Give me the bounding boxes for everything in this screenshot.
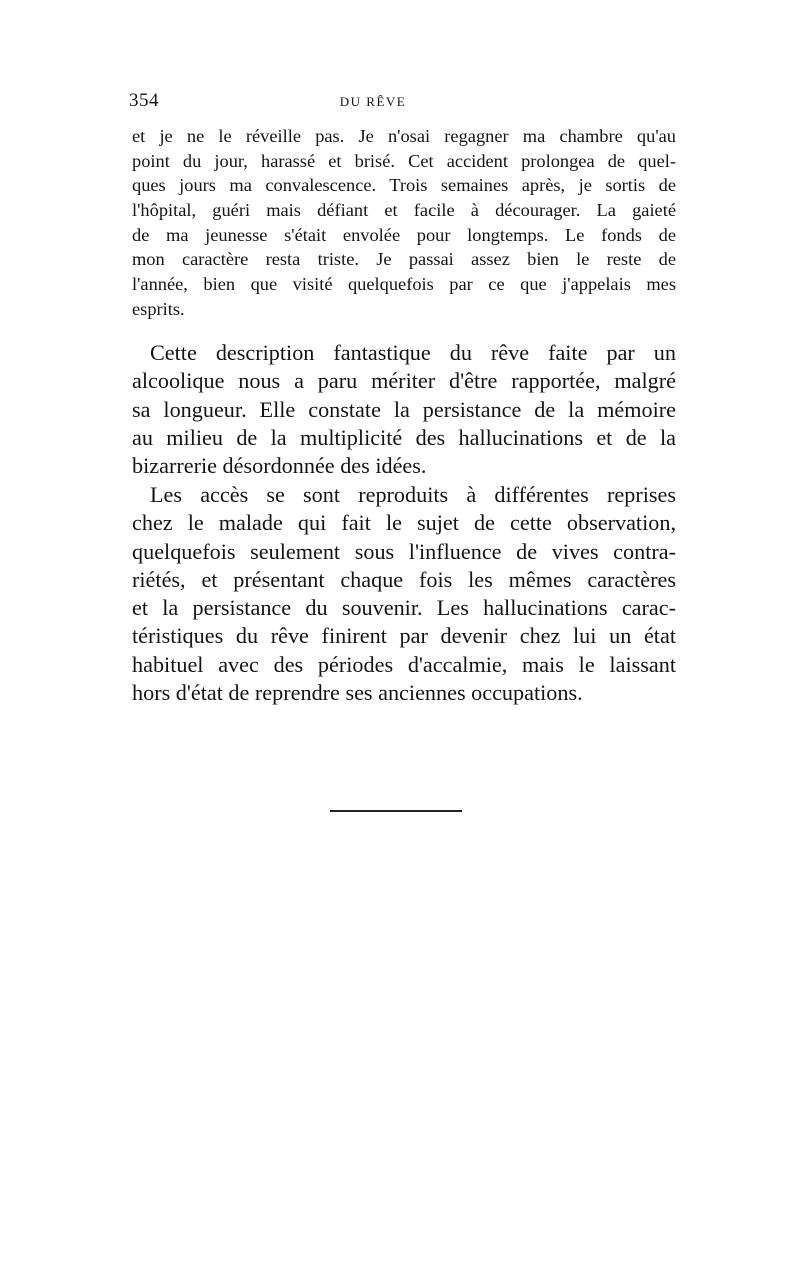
text-line: de ma jeunesse s'était envolée pour longtemps. Le fonds de xyxy=(132,224,676,245)
body-paragraph xyxy=(132,481,676,707)
page-number: 354 xyxy=(129,90,159,111)
text-line: quelquefois seulement sous l'influence de vives contra- xyxy=(132,538,676,564)
section-divider xyxy=(330,810,462,812)
text-line: riétés, et présentant chaque fois les mêmes caractères xyxy=(132,566,676,592)
text-line: l'année, bien que visité quelquefois par ce que j'appelais mes xyxy=(132,274,676,295)
text-line: mon caractère resta triste. Je passai assez bien le reste de xyxy=(132,249,676,270)
text-line: esprits. xyxy=(132,298,185,319)
text-line: chez le malade qui fait le sujet de cette observation, xyxy=(132,510,676,536)
text-line: au milieu de la multiplicité des hallucinations et de la xyxy=(132,424,676,450)
running-head: DU RÊVE xyxy=(339,94,407,109)
text-line: alcoolique nous a paru mériter d'être rapportée, malgré xyxy=(132,368,676,394)
quoted-passage xyxy=(132,124,676,322)
text-line: ques jours ma convalescence. Trois semaines après, je sortis de xyxy=(132,175,676,196)
text-line: Les accès se sont reproduits à différentes reprises xyxy=(150,482,676,507)
text-line: bizarrerie désordonnée des idées. xyxy=(132,453,427,479)
text-line: habituel avec des périodes d'accalmie, mais le laissant xyxy=(132,651,676,677)
text-line: téristiques du rêve finirent par devenir chez lui un état xyxy=(132,623,676,649)
text-line: sa longueur. Elle constate la persistance de la mémoire xyxy=(132,396,676,422)
text-line: hors d'état de reprendre ses anciennes occupations. xyxy=(132,680,583,706)
text-line: Cette description fantastique du rêve faite par un xyxy=(150,340,676,365)
body-paragraph xyxy=(132,339,676,480)
text-line: et je ne le réveille pas. Je n'osai regagner ma chambre qu'au xyxy=(132,126,676,146)
text-line: et la persistance du souvenir. Les hallucinations carac- xyxy=(132,595,676,621)
text-line: point du jour, harassé et brisé. Cet accident prolongea de quel- xyxy=(132,150,676,171)
text-line: l'hôpital, guéri mais défiant et facile à décourager. La gaieté xyxy=(132,200,676,221)
page-header xyxy=(129,90,677,114)
